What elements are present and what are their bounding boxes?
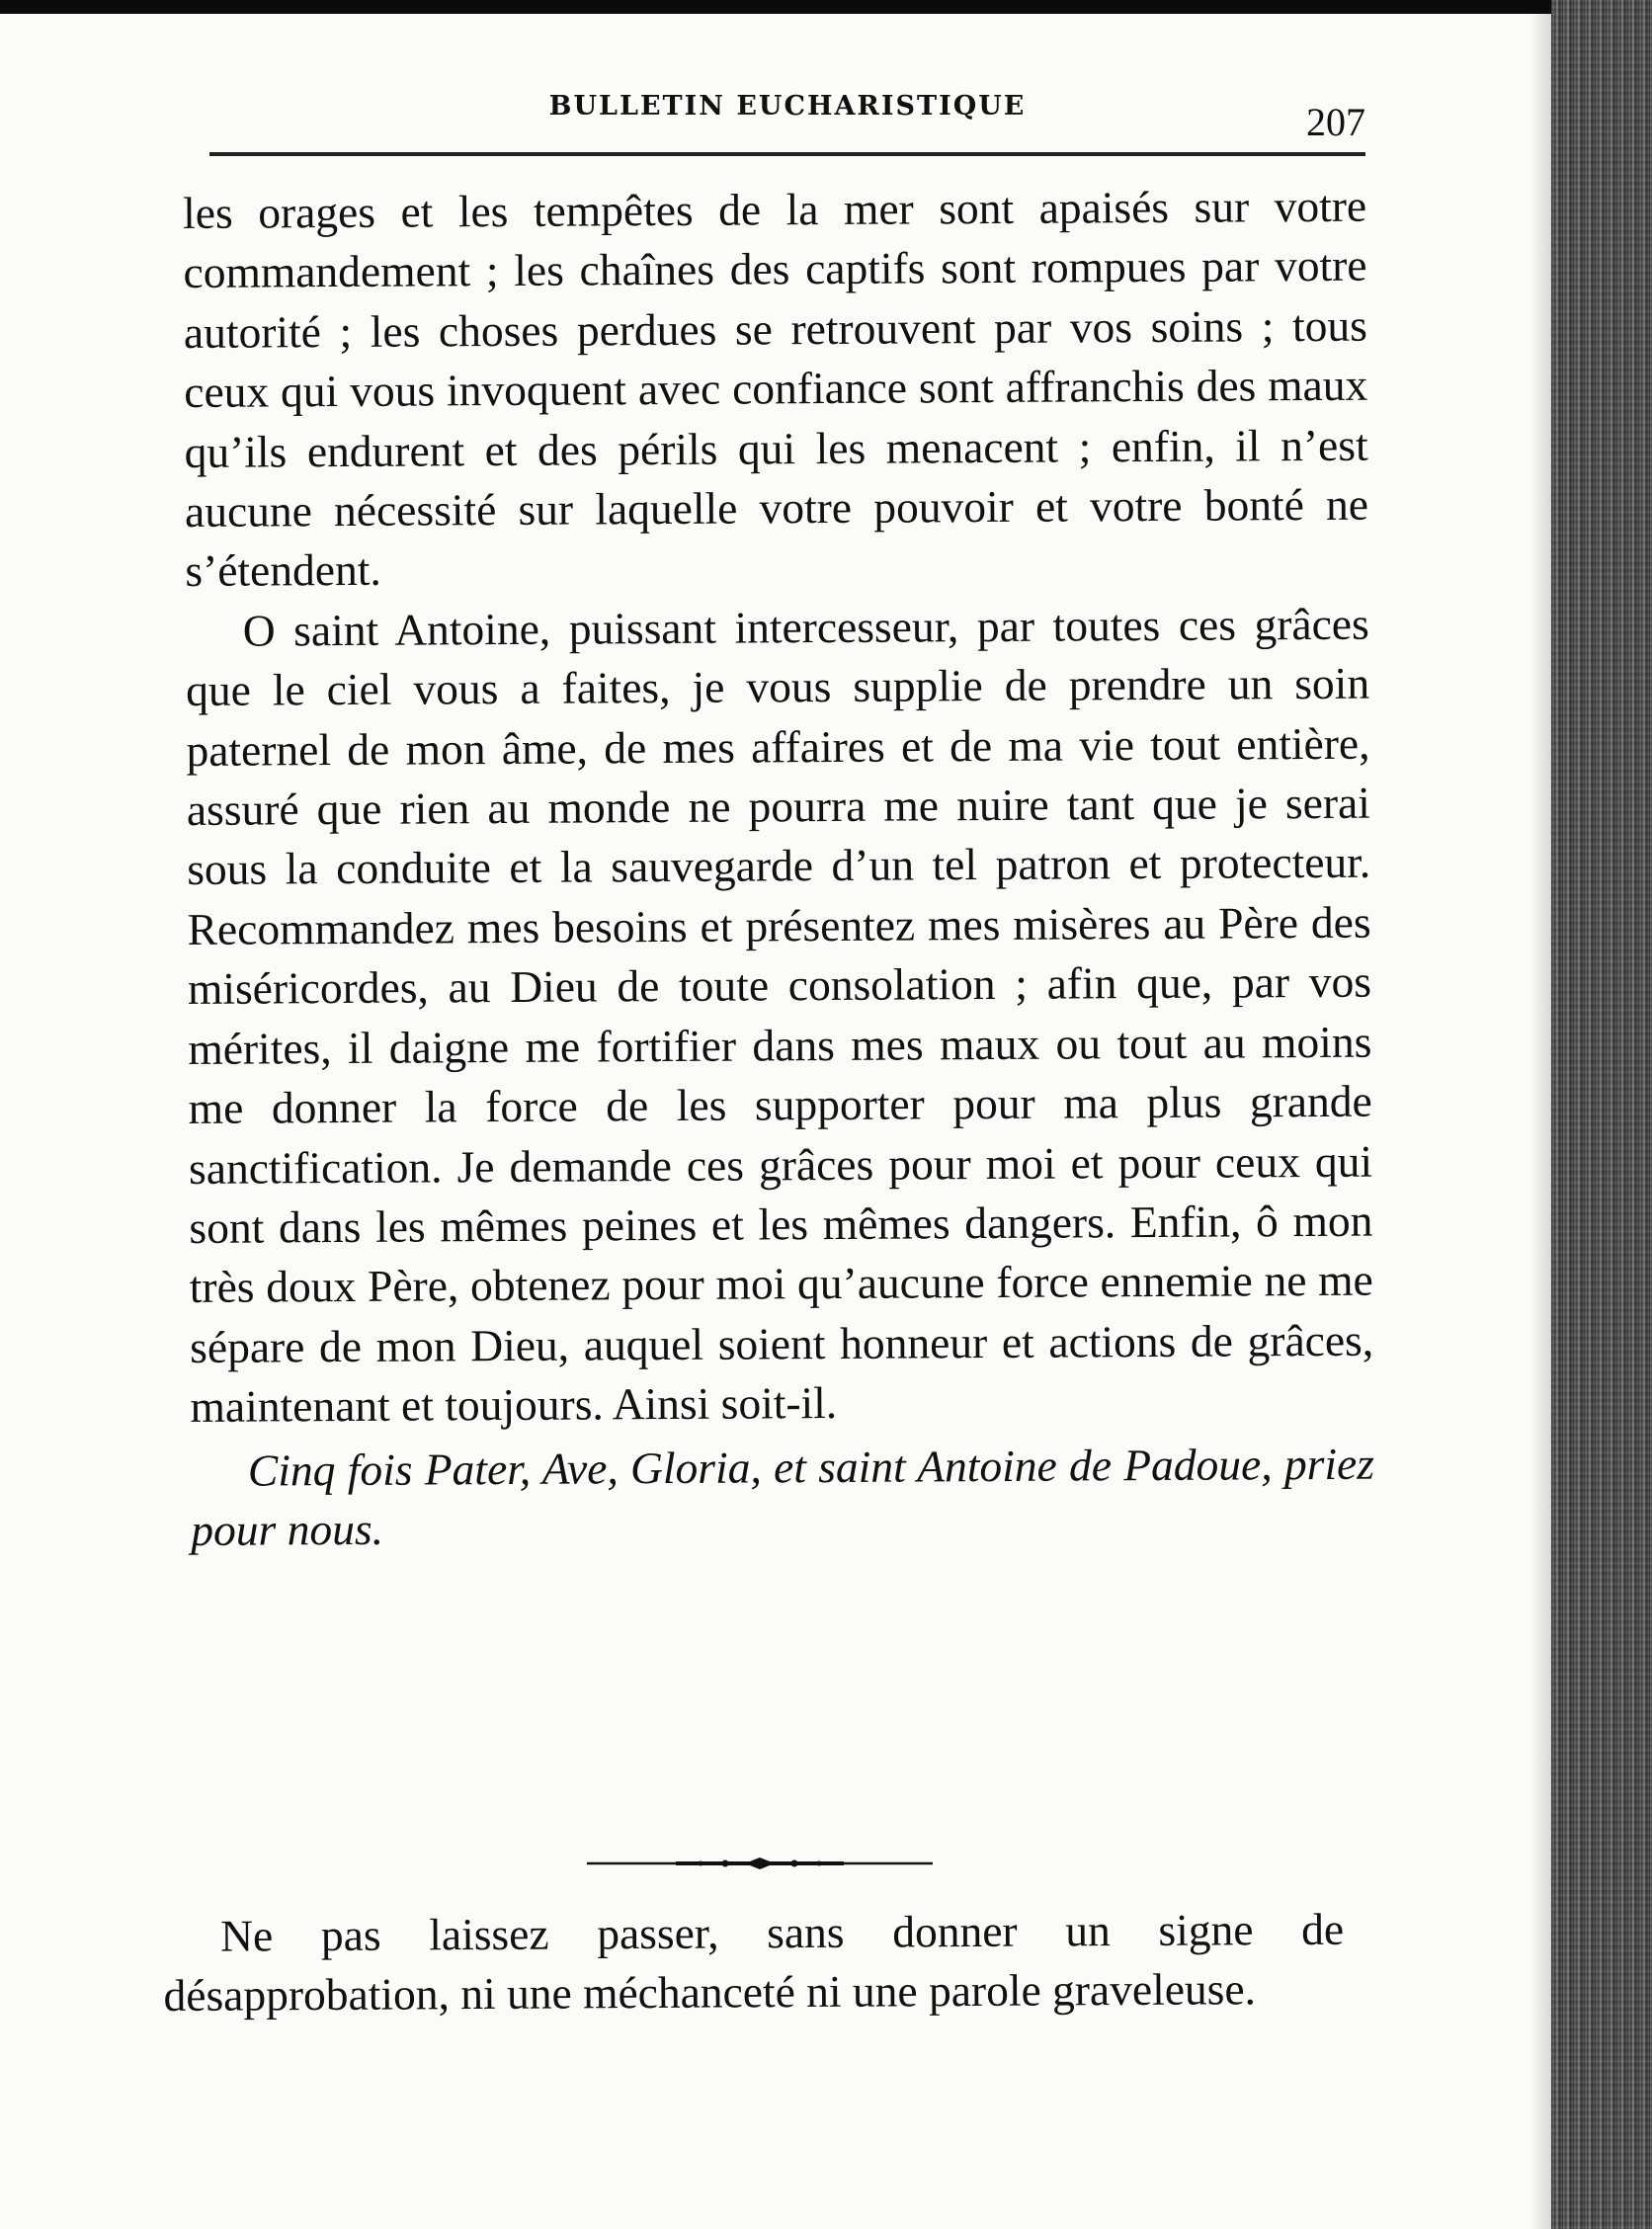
header-rule bbox=[209, 152, 1365, 156]
book-fore-edge bbox=[1551, 0, 1652, 2229]
closing-instruction: Cinq fois Pater, Ave, Gloria, et saint Antoine de Padoue, priez pour nous. bbox=[191, 1438, 1375, 1555]
page-number: 207 bbox=[1306, 100, 1365, 144]
paragraph-prayer: O saint Antoine, puissant intercesseur, par toutes ces grâces que le ciel vous a faites, je vous supplie de prendre un soin paternel de mon âme, de mes affaires et de ma vie tout entière, assuré que rien au monde ne pourra me nuire tant que je serai sous la conduite et la sauvegarde d’un tel patron et protecteur. Recommandez mes besoins et présentez mes misères au Père des miséricordes, au Dieu de toute consolation ; afin que, par vos mérites, il daigne me fortifier dans mes maux ou tout au moins me donner la force de les supporter pour ma plus grande sanctification. Je demande ces grâces pour moi et pour ceux qui sont dans les mêmes peines et les mêmes dangers. Enfin, ô mon très doux Père, obtenez pour moi qu’aucune force ennemie ne me sépare de mon Dieu, auquel soient honneur et actions de grâces, maintenant et toujours. Ainsi soit-il. bbox=[185, 598, 1374, 1433]
running-title: BULLETIN EUCHARISTIQUE bbox=[548, 91, 1027, 122]
paragraph-continuation: les orages et les tempêtes de la mer sont apaisés sur votre commandement ; les chaînes des captifs sont rompues par votre autorité ; les choses perdues se retrouvent par vos soins ; tous ceux qui vous invoquent avec confiance sont affranchis des maux qu’ils endurent et des périls qui les menacent ; enfin, il n’est aucune nécessité sur laquelle votre pouvoir et votre bonté ne s’étendent. bbox=[183, 180, 1369, 597]
scan-top-border bbox=[0, 0, 1652, 14]
ornament-divider bbox=[587, 1856, 933, 1871]
main-text bbox=[183, 177, 1374, 1561]
running-header bbox=[209, 77, 1365, 144]
footer-note: Ne pas laissez passer, sans donner un signe de désapprobation, ni une méchanceté ni une parole graveleuse. bbox=[163, 1903, 1345, 2021]
page-edge-shadow bbox=[1529, 14, 1551, 2229]
